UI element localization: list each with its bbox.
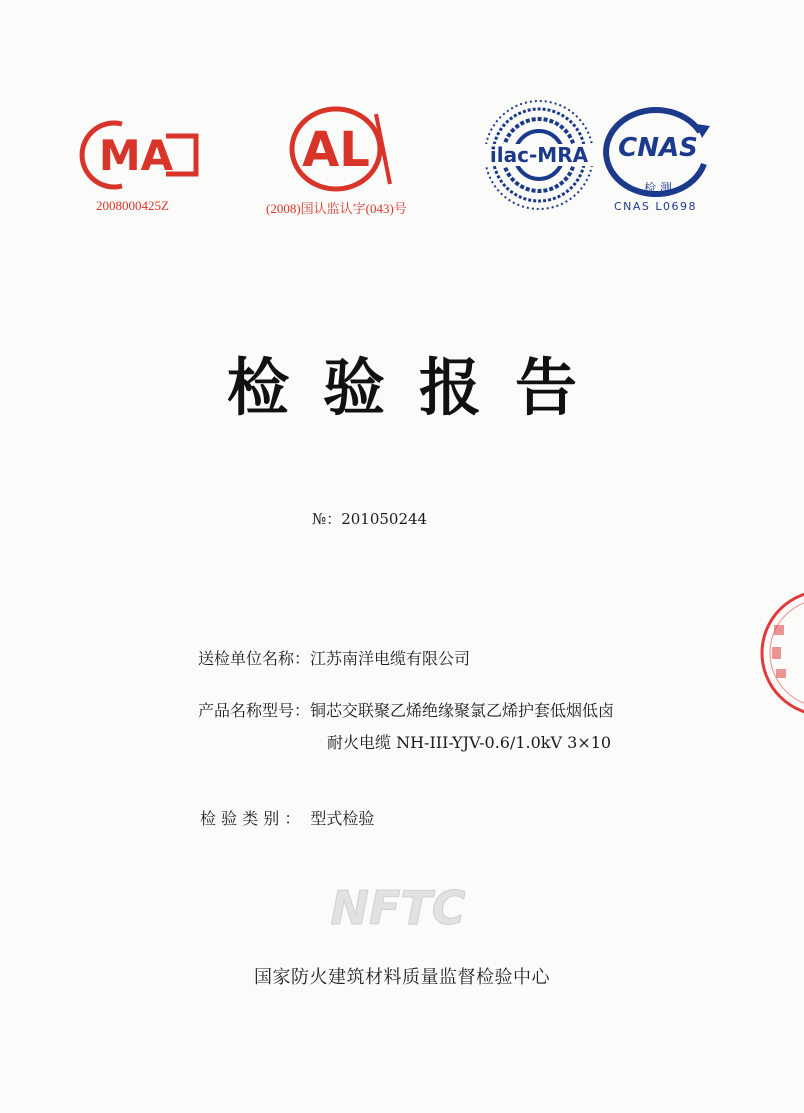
report-title: 检验报告: [226, 351, 611, 424]
product-value-line2: 耐火电缆 NH-III-YJV-0.6/1.0kV 3×10: [327, 733, 612, 752]
cma-code: 2008000425Z: [96, 198, 169, 213]
unit-value: 江苏南洋电缆有限公司: [310, 649, 471, 668]
report-number: [312, 508, 427, 529]
unit-label: 送检单位名称：: [198, 649, 311, 668]
product-label: 产品名称型号：: [198, 701, 311, 720]
cal-code: (2008)国认监认字(043)号: [266, 201, 407, 216]
type-value: 型式检验: [310, 809, 375, 828]
cma-logo-text: MA: [98, 131, 174, 180]
type-label: 检 验 类 别 ：: [200, 809, 301, 828]
cnas-sub-text: 检 测: [644, 181, 672, 195]
nftc-watermark: [322, 882, 474, 932]
cnas-logo-text: CNAS: [618, 133, 698, 163]
cal-logo-text: AL: [302, 122, 370, 178]
issuing-organization: 国家防火建筑材料质量监督检验中心: [254, 967, 550, 988]
cal-logo: [286, 104, 394, 194]
product-value-line1: 铜芯交联聚乙烯绝缘聚氯乙烯护套低烟低卤: [310, 701, 615, 720]
ilac-mra-text: ilac-MRA: [489, 143, 589, 167]
report-number-value: 201050244: [341, 510, 428, 528]
product-field: [198, 698, 614, 721]
unit-field: [198, 646, 470, 669]
nftc-watermark-text: NFTC: [330, 882, 466, 932]
cma-logo: [78, 120, 202, 190]
cnas-code: CNAS L0698: [614, 200, 698, 213]
cnas-logo: [600, 104, 716, 200]
ilac-mra-logo: [482, 98, 596, 212]
seal-stamp: [752, 585, 804, 720]
type-field: [200, 806, 374, 829]
report-number-label: №：: [312, 510, 342, 528]
